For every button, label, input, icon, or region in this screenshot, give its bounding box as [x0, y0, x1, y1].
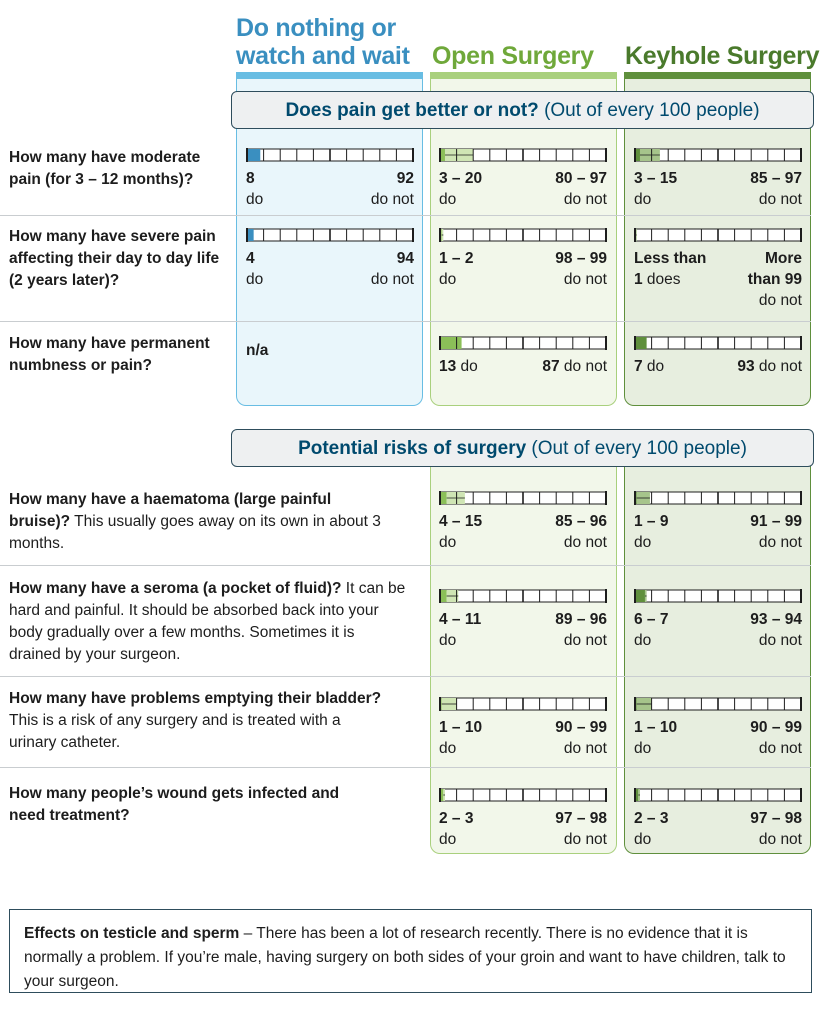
section-risks-subtitle: (Out of every 100 people): [526, 438, 747, 459]
do-not-count: 87: [542, 358, 560, 375]
do-label: do: [456, 358, 478, 375]
section-risks-title: Potential risks of surgery: [298, 438, 527, 459]
cell-open-6: [439, 717, 607, 783]
cell-keyhole-7: [634, 808, 802, 874]
cell-left: [439, 356, 478, 377]
icon-array-bar-keyhole-6: [634, 697, 802, 711]
cell-open-5: [439, 609, 607, 675]
do-not-label: do not: [758, 740, 802, 757]
icon-array-bar-open-5: [439, 589, 607, 603]
keyhole-header-bar: [624, 72, 811, 79]
do-not-count-bold: than 99: [747, 271, 802, 288]
do-label: do: [439, 534, 457, 551]
do-not-label: do not: [758, 292, 802, 309]
cell-left: [439, 168, 482, 210]
section-risks-banner: [231, 429, 814, 467]
cell-keyhole-5: [634, 609, 802, 675]
icon-array-bar-keyhole-5: [634, 589, 802, 603]
bar-fill: [440, 337, 462, 349]
do-label: do: [439, 632, 457, 649]
do-not-count: 90 – 99: [750, 719, 802, 736]
do-label: do: [439, 271, 457, 288]
do-label: do: [246, 191, 264, 208]
cell-right: [555, 609, 607, 651]
do-not-count: 98 – 99: [555, 250, 607, 267]
do-count: 7: [634, 358, 643, 375]
watch-header-bar: [236, 72, 423, 79]
do-count: 4 – 11: [439, 611, 482, 628]
do-not-count: 93 – 94: [750, 611, 802, 628]
do-not-label: do not: [758, 632, 802, 649]
icon-array-bar-open-1: [439, 148, 607, 162]
do-count: 1 – 10: [439, 719, 483, 736]
do-not-count: 92: [396, 170, 414, 187]
do-label: do: [634, 191, 652, 208]
do-label-line: [634, 738, 677, 759]
do-count-bold: 1: [634, 271, 643, 288]
do-label-line: [439, 738, 482, 759]
cell-right: [737, 356, 802, 377]
cell-left: [634, 609, 668, 651]
do-not-label: do not: [559, 358, 607, 375]
cell-open-3: [439, 356, 607, 422]
icon-array-bar-open-4: [439, 491, 607, 505]
icon-array-bar-watch-2: [246, 228, 414, 242]
do-label: do: [246, 271, 264, 288]
cell-right: [750, 511, 802, 553]
cell-left: [439, 609, 481, 651]
cell-left: [439, 717, 482, 759]
cell-keyhole-3: [634, 356, 802, 422]
do-label: do: [634, 534, 652, 551]
icon-array-bar-watch-1: [246, 148, 414, 162]
do-count: 13: [439, 358, 457, 375]
do-count: Less than: [634, 250, 707, 267]
do-count: 2 – 3: [439, 810, 474, 827]
section-pain-subtitle: (Out of every 100 people): [538, 100, 760, 121]
cell-keyhole-4: [634, 511, 802, 577]
do-label-line: [439, 630, 481, 651]
cell-keyhole-6: [634, 717, 802, 783]
do-not-count: 89 – 96: [555, 611, 607, 628]
do-label: do: [634, 831, 652, 848]
icon-array-bar-open-6: [439, 697, 607, 711]
do-label: do: [439, 831, 457, 848]
cell-left: [634, 168, 677, 210]
cell-left: [634, 717, 677, 759]
icon-array-bar-keyhole-2: [634, 228, 802, 242]
do-label: do: [642, 358, 665, 375]
bar-fill: [635, 337, 647, 349]
do-label-line: [439, 269, 473, 290]
do-count: 1 – 9: [634, 513, 669, 530]
watch-title-line1: Do nothing or: [236, 14, 396, 42]
cell-keyhole-2: [634, 248, 802, 314]
cell-right: [750, 717, 802, 759]
cell-open-7: [439, 808, 607, 874]
do-label-line: [246, 269, 263, 290]
cell-right: [555, 248, 607, 290]
cell-left: [634, 808, 668, 850]
do-not-label: do not: [758, 831, 802, 848]
open-column-title: Open Surgery: [432, 42, 594, 70]
row-question-4: How many have a haematoma (large painful bruise)? This usually goes away on its own in about 3 months.: [9, 491, 381, 552]
do-not-label: do not: [754, 358, 802, 375]
do-not-label: do not: [563, 191, 607, 208]
cell-right: [371, 168, 414, 210]
do-label: do: [439, 740, 457, 757]
cell-right: [555, 717, 607, 759]
do-label: do: [634, 632, 652, 649]
cell-watch-2: [246, 248, 414, 314]
do-label-line: [634, 532, 668, 553]
do-label-line: [246, 189, 263, 210]
do-not-label: do not: [563, 632, 607, 649]
do-count: 1 – 2: [439, 250, 474, 267]
cell-left: [246, 168, 263, 210]
do-count: 1 – 10: [634, 719, 678, 736]
cell-left: [634, 248, 706, 290]
cell-right: [748, 248, 802, 311]
do-not-label: do not: [563, 831, 607, 848]
cell-right: [555, 168, 607, 210]
row-question-7: How many people’s wound gets infected and need treatment?: [9, 785, 340, 824]
open-header-bar: [430, 72, 617, 79]
do-count: 4: [246, 250, 255, 267]
do-label: do: [439, 191, 457, 208]
cell-right: [542, 356, 607, 377]
do-not-count: 91 – 99: [750, 513, 802, 530]
testicle-sperm-note: [9, 909, 812, 993]
watch-column-title: [236, 14, 410, 70]
do-not-count: 80 – 97: [555, 170, 607, 187]
row-question-1: How many have moderate pain (for 3 – 12 months)?: [9, 149, 201, 188]
cell-open-2: [439, 248, 607, 314]
do-label-line: [439, 189, 482, 210]
cell-open-4: [439, 511, 607, 577]
do-count: 6 – 7: [634, 611, 669, 628]
keyhole-column-title: Keyhole Surgery: [625, 42, 820, 70]
do-not-label: do not: [563, 534, 607, 551]
do-not-label: do not: [758, 534, 802, 551]
cell-right: [750, 808, 802, 850]
cell-right: [750, 168, 802, 210]
cell-right: [555, 511, 607, 553]
icon-array-bar-open-3: [439, 336, 607, 350]
do-not-count: 85 – 96: [555, 513, 607, 530]
do-label-line: [634, 829, 668, 850]
row-question-6: How many have problems emptying their bladder? This is a risk of any surgery and is treated with a urinary catheter.: [9, 690, 382, 751]
cell-watch-1: [246, 168, 414, 234]
do-label-line: [634, 269, 706, 290]
cell-left: [634, 511, 668, 553]
cell-right: [371, 248, 414, 290]
icon-array-bar-keyhole-3: [634, 336, 802, 350]
cell-left: [439, 511, 482, 553]
do-label: do: [634, 740, 652, 757]
do-not-label: do not: [370, 191, 414, 208]
row-divider: [0, 676, 811, 677]
row-question-3: How many have permanent numbness or pain?: [9, 335, 210, 374]
cell-open-1: [439, 168, 607, 234]
do-not-count: 90 – 99: [555, 719, 607, 736]
cell-keyhole-1: [634, 168, 802, 234]
do-label-line: [439, 532, 482, 553]
do-count: 3 – 15: [634, 170, 678, 187]
do-label-line: [634, 630, 668, 651]
row-question-5: How many have a seroma (a pocket of fluid)? It can be hard and painful. It should be absorbed back into your body gradually over a few months. Sometimes it is drained by your surgeon.: [9, 580, 406, 663]
note-body: – There has been a lot of research recently. There is no evidence that it is normally a problem. If you’re male, having surgery on both sides of your groin and want to have children, talk to your surgeon.: [24, 925, 786, 990]
do-count: 2 – 3: [634, 810, 669, 827]
do-not-count: 94: [396, 250, 414, 267]
icon-array-bar-keyhole-7: [634, 788, 802, 802]
section-pain-banner: [231, 91, 814, 129]
do-label: does: [642, 271, 681, 288]
icon-array-bar-keyhole-4: [634, 491, 802, 505]
watch-numbness-na: n/a: [246, 342, 269, 359]
do-not-count: 97 – 98: [750, 810, 802, 827]
do-not-count: 97 – 98: [555, 810, 607, 827]
row-divider: [0, 321, 811, 322]
note-title: Effects on testicle and sperm: [24, 925, 240, 942]
icon-array-bar-keyhole-1: [634, 148, 802, 162]
cell-left: [439, 808, 473, 850]
cell-left: [634, 356, 664, 377]
watch-title-line2: watch and wait: [236, 42, 410, 70]
do-not-count: 93: [737, 358, 755, 375]
cell-left: [246, 248, 263, 290]
cell-left: [439, 248, 473, 290]
do-count: 3 – 20: [439, 170, 483, 187]
do-count: 4 – 15: [439, 513, 483, 530]
do-label-line: [634, 189, 677, 210]
bar-fill: [635, 590, 645, 602]
cell-right: [750, 609, 802, 651]
bar-fill: [247, 149, 260, 161]
do-not-count: 85 – 97: [750, 170, 802, 187]
do-label-line: [439, 829, 473, 850]
icon-array-bar-open-7: [439, 788, 607, 802]
icon-array-bar-open-2: [439, 228, 607, 242]
do-not-label: do not: [370, 271, 414, 288]
do-count: 8: [246, 170, 255, 187]
row-question-2: How many have severe pain affecting their day to day life (2 years later)?: [9, 228, 220, 289]
do-not-label: do not: [563, 740, 607, 757]
cell-right: [555, 808, 607, 850]
do-not-label: do not: [758, 191, 802, 208]
section-pain-title: Does pain get better or not?: [285, 100, 539, 121]
do-not-label: do not: [563, 271, 607, 288]
do-not-count: More: [764, 250, 802, 267]
